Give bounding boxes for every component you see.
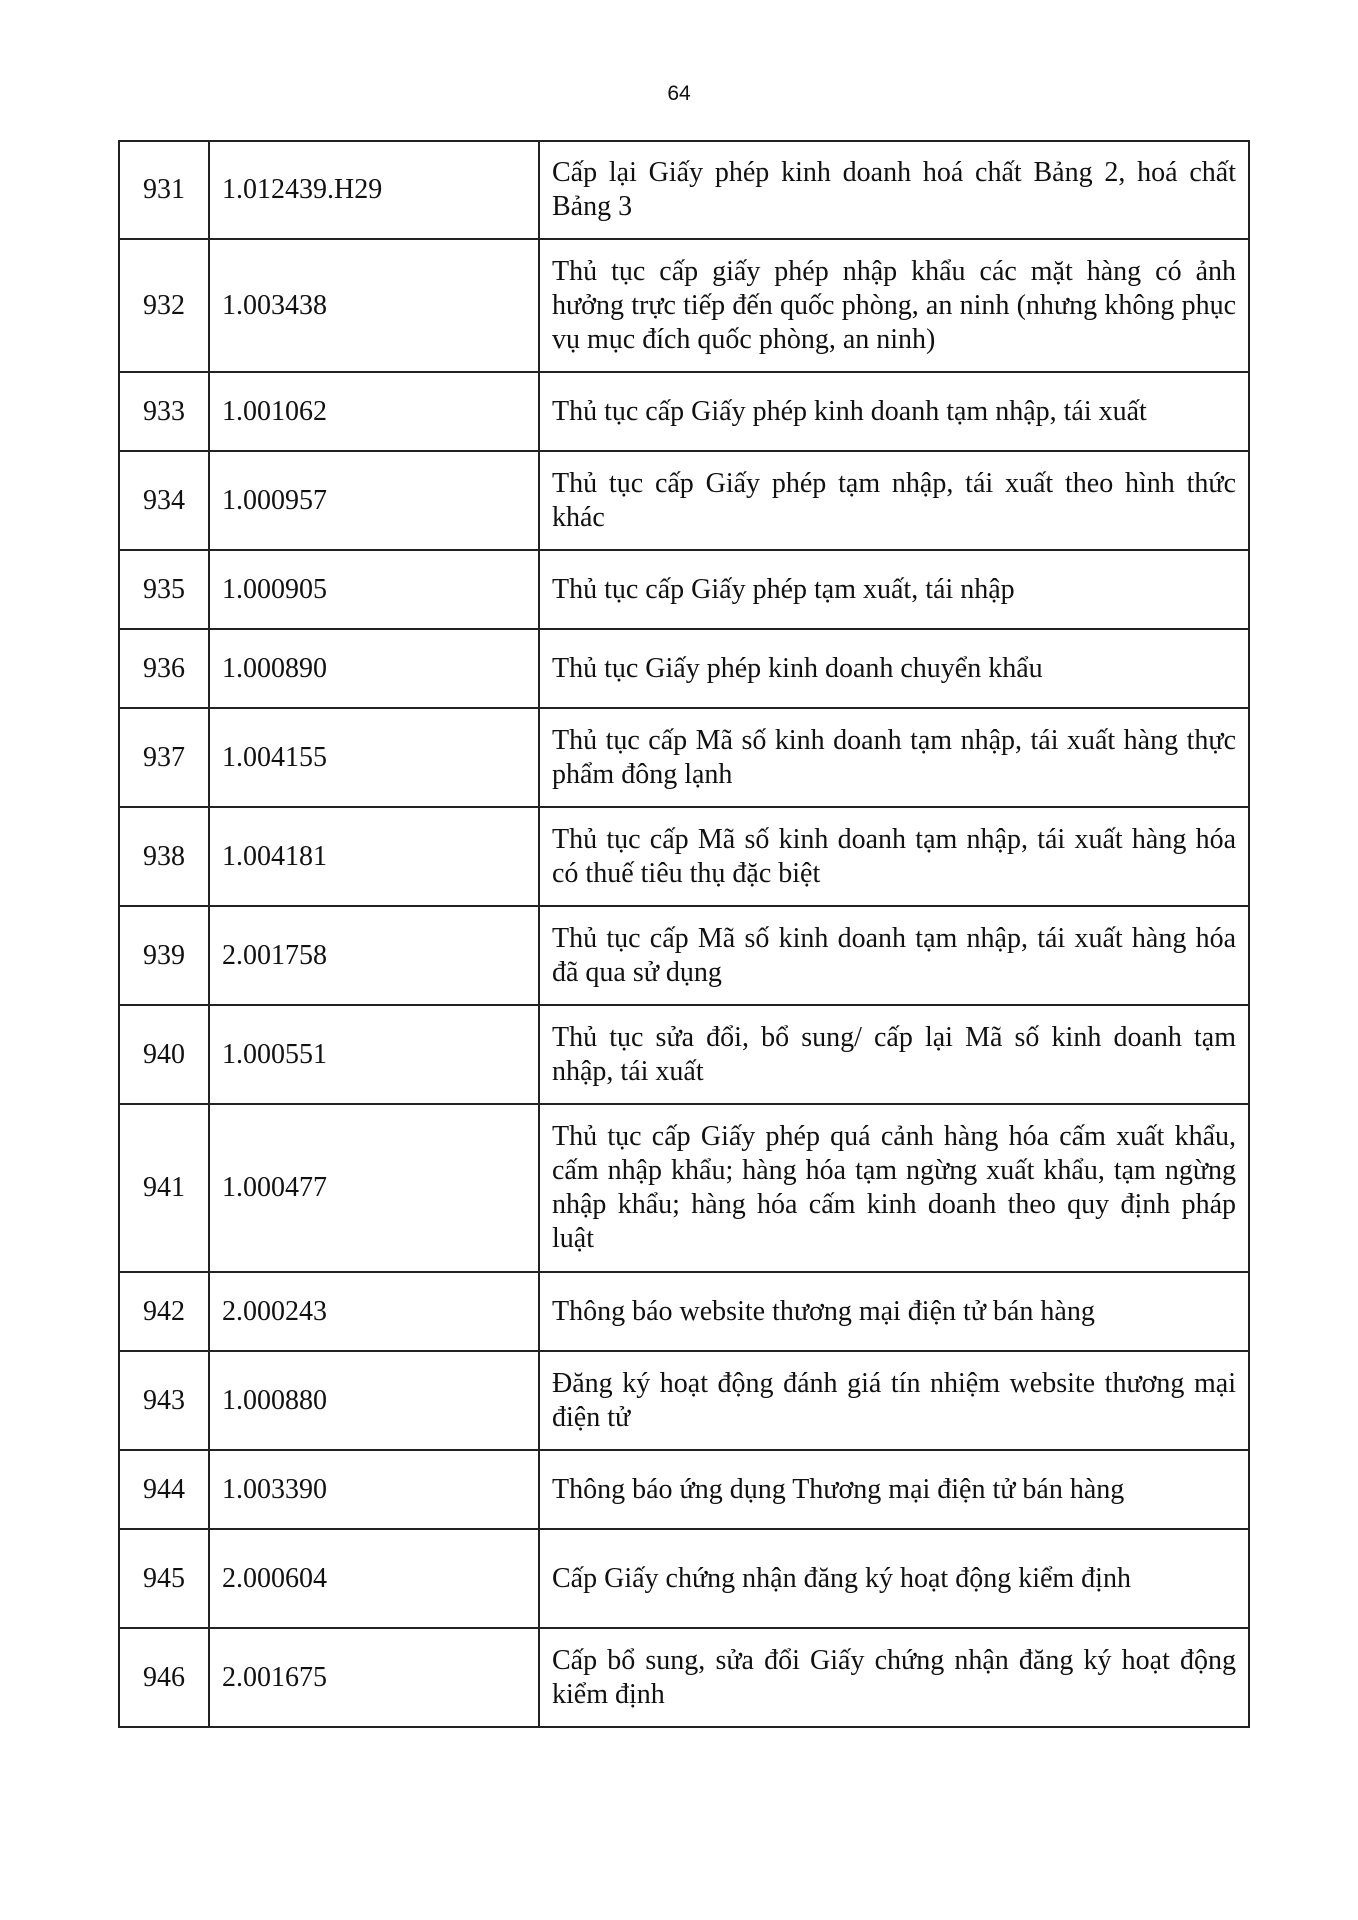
row-stt: 933 [119,372,209,451]
row-procedure-name: Thủ tục cấp Mã số kinh doanh tạm nhập, tái xuất hàng thực phẩm đông lạnh [539,708,1249,807]
row-stt: 934 [119,451,209,550]
table-row [119,1351,1249,1450]
row-procedure-name: Thủ tục cấp Giấy phép tạm nhập, tái xuất theo hình thức khác [539,451,1249,550]
procedure-table [118,140,1250,1728]
page-number: 64 [667,82,691,105]
row-code: 2.000604 [209,1529,539,1628]
table-row [119,550,1249,629]
row-stt: 946 [119,1628,209,1727]
row-stt: 940 [119,1005,209,1104]
row-code: 2.000243 [209,1272,539,1351]
row-stt: 931 [119,141,209,239]
row-code: 1.000477 [209,1104,539,1272]
row-procedure-name: Thông báo ứng dụng Thương mại điện tử bán hàng [539,1450,1249,1529]
row-code: 1.000957 [209,451,539,550]
row-procedure-name: Thủ tục cấp Giấy phép tạm xuất, tái nhập [539,550,1249,629]
row-procedure-name: Thủ tục sửa đổi, bổ sung/ cấp lại Mã số kinh doanh tạm nhập, tái xuất [539,1005,1249,1104]
table-row [119,372,1249,451]
row-code: 1.003438 [209,239,539,372]
table-row [119,708,1249,807]
table-row [119,239,1249,372]
row-code: 1.003390 [209,1450,539,1529]
row-stt: 932 [119,239,209,372]
table-row [119,141,1249,239]
row-procedure-name: Cấp lại Giấy phép kinh doanh hoá chất Bảng 2, hoá chất Bảng 3 [539,141,1249,239]
table-row [119,906,1249,1005]
row-code: 1.012439.H29 [209,141,539,239]
row-stt: 945 [119,1529,209,1628]
row-procedure-name: Thông báo website thương mại điện tử bán hàng [539,1272,1249,1351]
table-row [119,1450,1249,1529]
row-code: 1.000880 [209,1351,539,1450]
row-procedure-name: Thủ tục cấp giấy phép nhập khẩu các mặt hàng có ảnh hưởng trực tiếp đến quốc phòng, an ninh (nhưng không phục vụ mục đích quốc phòng, an ninh) [539,239,1249,372]
table-row [119,807,1249,906]
row-code: 1.004155 [209,708,539,807]
row-stt: 942 [119,1272,209,1351]
table-row [119,1628,1249,1727]
row-code: 1.001062 [209,372,539,451]
table-row [119,1005,1249,1104]
table-row [119,1529,1249,1628]
row-procedure-name: Cấp bổ sung, sửa đổi Giấy chứng nhận đăng ký hoạt động kiểm định [539,1628,1249,1727]
row-code: 2.001675 [209,1628,539,1727]
row-stt: 941 [119,1104,209,1272]
row-stt: 938 [119,807,209,906]
row-code: 1.004181 [209,807,539,906]
row-procedure-name: Thủ tục cấp Giấy phép kinh doanh tạm nhập, tái xuất [539,372,1249,451]
row-procedure-name: Thủ tục cấp Mã số kinh doanh tạm nhập, tái xuất hàng hóa đã qua sử dụng [539,906,1249,1005]
row-procedure-name: Đăng ký hoạt động đánh giá tín nhiệm website thương mại điện tử [539,1351,1249,1450]
table-row [119,629,1249,708]
table-row [119,451,1249,550]
row-stt: 939 [119,906,209,1005]
row-code: 1.000890 [209,629,539,708]
row-code: 2.001758 [209,906,539,1005]
row-stt: 935 [119,550,209,629]
row-procedure-name: Cấp Giấy chứng nhận đăng ký hoạt động kiểm định [539,1529,1249,1628]
row-stt: 943 [119,1351,209,1450]
row-stt: 944 [119,1450,209,1529]
table-row [119,1272,1249,1351]
row-procedure-name: Thủ tục cấp Mã số kinh doanh tạm nhập, tái xuất hàng hóa có thuế tiêu thụ đặc biệt [539,807,1249,906]
row-code: 1.000905 [209,550,539,629]
table-row [119,1104,1249,1272]
row-stt: 936 [119,629,209,708]
row-stt: 937 [119,708,209,807]
row-code: 1.000551 [209,1005,539,1104]
row-procedure-name: Thủ tục Giấy phép kinh doanh chuyển khẩu [539,629,1249,708]
row-procedure-name: Thủ tục cấp Giấy phép quá cảnh hàng hóa cấm xuất khẩu, cấm nhập khẩu; hàng hóa tạm ngừng xuất khẩu, tạm ngừng nhập khẩu; hàng hóa cấm kinh doanh theo quy định pháp luật [539,1104,1249,1272]
